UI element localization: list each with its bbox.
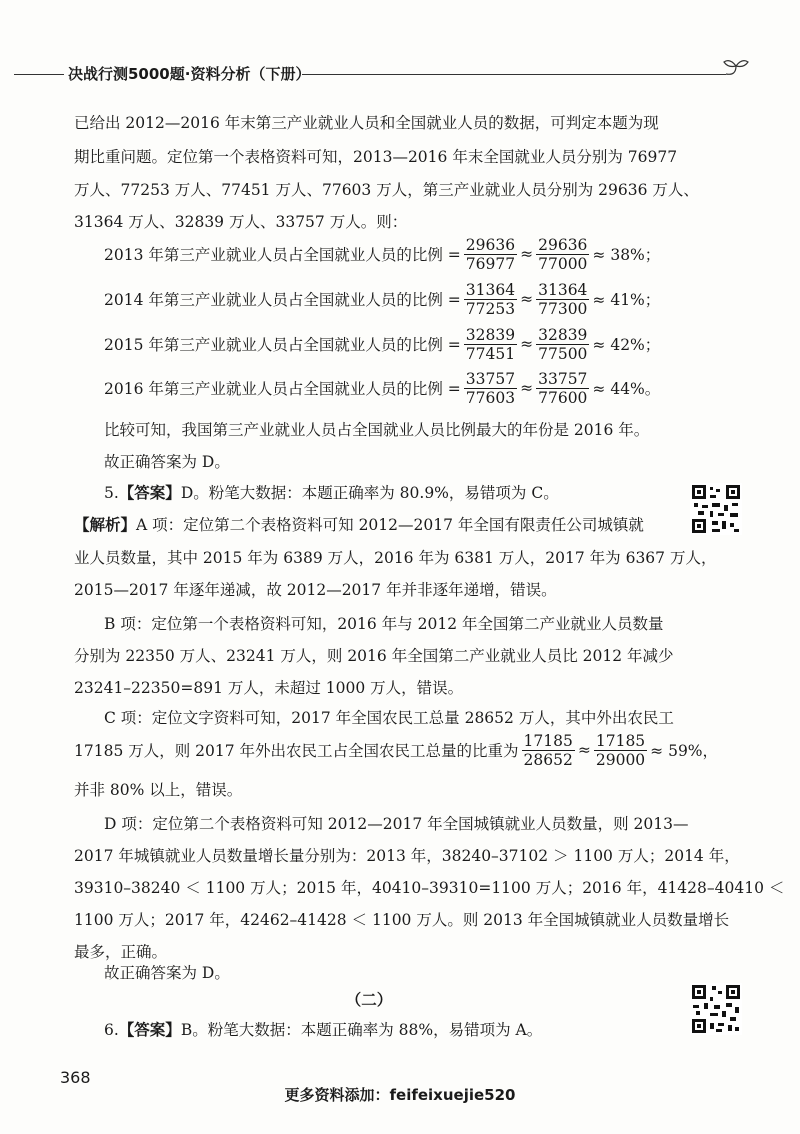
text-line: 2017 年城镇就业人员数量增长量分别为：2013 年，38240–37102 ＞ 1100 万人；2014 年， (74, 847, 740, 865)
answer-tag: 【答案】 (118, 483, 181, 502)
text-line: A 项：定位第二个表格资料可知 2012—2017 年全国有限责任公司城镇就 (136, 516, 644, 534)
approx-sign: ≈ (520, 245, 534, 263)
q6-answer (104, 1020, 542, 1040)
page-number: 368 (60, 1068, 91, 1087)
text-line: D 项：定位第二个表格资料可知 2012—2017 年全国城镇就业人员数量，则 2013— (104, 815, 689, 833)
fraction: $\frac{17185}{28652}$ (523, 731, 573, 769)
fraction: $\frac{31364}{77253}$ (465, 280, 516, 318)
ratio-label: 2016 年第三产业就业人员占全国就业人员的比例 = (104, 380, 461, 398)
text-line: C 项：定位文字资料可知，2017 年全国农民工总量 28652 万人，其中外出农民工 (104, 709, 674, 727)
ratio-label: 2013 年第三产业就业人员占全国就业人员的比例 = (104, 246, 461, 264)
c-ratio-row (74, 728, 718, 772)
qr-code-icon[interactable] (690, 983, 742, 1035)
question-number: 6. (104, 1021, 119, 1039)
text-line: 23241–22350=891 万人，未超过 1000 万人，错误。 (74, 679, 464, 697)
answer-text: D。粉笔大数据：本题正确率为 80.9%，易错项为 C。 (180, 484, 559, 502)
text-line: 17185 万人，则 2017 年外出农民工占全国农民工总量的比重为 (74, 742, 519, 760)
text-line: 业人员数量，其中 2015 年为 6389 万人，2016 年为 6381 万人，2017 年为 6367 万人， (74, 549, 717, 567)
text-line: 31364 万人、32839 万人、33757 万人。则： (74, 213, 408, 231)
text-line: 已给出 2012—2016 年末第三产业就业人员和全国就业人员的数据，可判定本题为现 (74, 114, 659, 132)
fraction: $\frac{17185}{29000}$ (595, 731, 646, 769)
ratio-result: ≈ 41%； (592, 291, 661, 309)
text-line: 2015—2017 年逐年递减，故 2012—2017 年并非逐年递增，错误。 (74, 581, 557, 599)
text-line: 分别为 22350 万人、23241 万人，则 2016 年全国第二产业就业人员比 2012 年减少 (74, 647, 674, 665)
ratio-row-2015 (104, 322, 660, 366)
text-line: 最多，正确。 (74, 943, 168, 961)
approx-sign: ≈ (577, 741, 591, 759)
text-line: 1100 万人；2017 年，42462–41428 ＜ 1100 万人。则 2013 年全国城镇就业人员数量增长 (74, 911, 730, 929)
analysis-tag: 【解析】 (74, 515, 137, 534)
ratio-result: ≈ 38%； (592, 246, 661, 264)
question-number: 5. (104, 484, 119, 502)
conclusion: 比较可知，我国第三产业就业人员占全国就业人员比例最大的年份是 2016 年。 (104, 421, 650, 439)
fraction: $\frac{29636}{77000}$ (538, 235, 588, 273)
fraction: $\frac{32839}{77451}$ (465, 325, 516, 363)
text-line: 期比重问题。定位第一个表格资料可知，2013—2016 年末全国就业人员分别为 76977 (74, 148, 678, 166)
ratio-result: ≈ 44%。 (592, 380, 661, 398)
ratio-row-2014 (104, 277, 660, 321)
ratio-label: 2014 年第三产业就业人员占全国就业人员的比例 = (104, 291, 461, 309)
answer-line: 故正确答案为 D。 (104, 453, 230, 471)
approx-sign: ≈ (520, 379, 534, 397)
text-line: 39310–38240 ＜ 1100 万人；2015 年，40410–39310=1100 万人；2016 年，41428–40410 ＜ (74, 879, 785, 897)
q5-answer (104, 483, 559, 503)
ratio-row-2013 (104, 232, 660, 276)
ratio-result: ≈ 59%， (650, 742, 719, 760)
ratio-result: ≈ 42%； (592, 336, 661, 354)
qr-code-icon[interactable] (690, 483, 742, 535)
answer-tag: 【答案】 (118, 1020, 181, 1039)
text-line: 万人、77253 万人、77451 万人、77603 万人，第三产业就业人员分别为 29636 万人、 (74, 181, 699, 199)
q5-analysis-a (74, 515, 644, 535)
fraction: $\frac{33757}{77600}$ (538, 369, 588, 407)
fraction: $\frac{33757}{77603}$ (465, 369, 516, 407)
answer-text: B。粉笔大数据：本题正确率为 88%，易错项为 A。 (180, 1021, 543, 1039)
approx-sign: ≈ (520, 335, 534, 353)
fraction: $\frac{31364}{77300}$ (538, 280, 588, 318)
footer-note: 更多资料添加：feifeixuejie520 (284, 1086, 516, 1104)
text-line: 并非 80% 以上，错误。 (74, 781, 243, 799)
fraction: $\frac{29636}{76977}$ (465, 235, 516, 273)
answer-line: 故正确答案为 D。 (104, 964, 230, 982)
approx-sign: ≈ (520, 290, 534, 308)
text-line: B 项：定位第一个表格资料可知，2016 年与 2012 年全国第二产业就业人员数量 (104, 615, 664, 633)
section-title: （二） (345, 990, 393, 1009)
header-title: 决战行测5000题·资料分析（下册） (68, 65, 311, 83)
fraction: $\frac{32839}{77500}$ (538, 325, 588, 363)
ratio-row-2016 (104, 366, 660, 410)
ratio-label: 2015 年第三产业就业人员占全国就业人员的比例 = (104, 336, 461, 354)
